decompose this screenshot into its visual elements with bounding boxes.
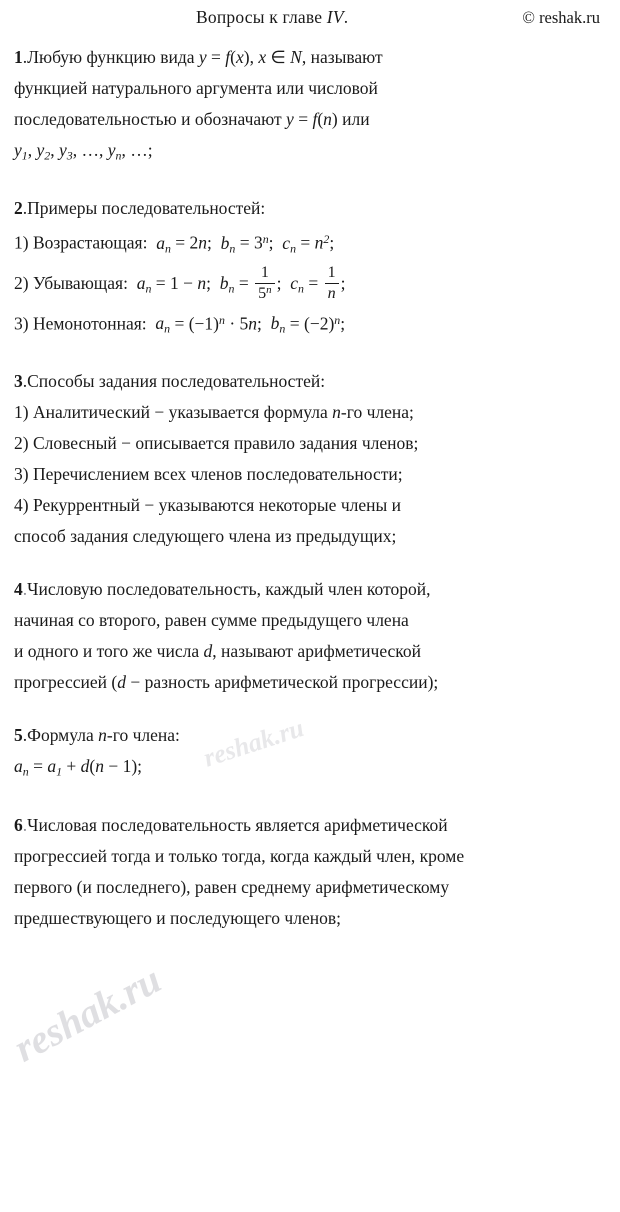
item-3-line-6: способ задания следующего члена из предыдущих; xyxy=(14,526,397,547)
item-3-line-4: 3) Перечислением всех членов последовательности; xyxy=(14,464,403,485)
item-3-text-b: 1) Аналитический − указывается формула xyxy=(14,402,333,423)
item-3-dot: . xyxy=(22,371,28,392)
watermark-small: reshak.ru xyxy=(200,713,308,773)
item-3-text-c: -го члена; xyxy=(340,402,414,423)
item-6-line-2: прогрессией тогда и только тогда, когда каждый член, кроме xyxy=(14,845,465,866)
item-4-text-d: прогрессией ( xyxy=(14,672,118,693)
document-body xyxy=(0,42,620,934)
item-4-sym-d-2: d xyxy=(117,672,126,693)
item-4-text-e: − разность арифметической прогрессии); xyxy=(125,672,439,693)
item-1-dot: . xyxy=(22,47,28,67)
question-item-1 xyxy=(14,42,606,171)
item-4-line-1 xyxy=(14,574,606,605)
question-item-5 xyxy=(14,720,606,787)
item-3-line-5: 4) Рекуррентный − указываются некоторые члены и xyxy=(14,495,401,516)
item-6-line-1 xyxy=(14,810,606,841)
item-4-line-4 xyxy=(14,667,606,698)
item-1-text-b: , называют xyxy=(301,47,383,67)
item-6-text-a: Числовая последовательность является арифметической xyxy=(27,814,448,835)
item-4-number: 4 xyxy=(14,579,23,600)
page-title-text: Вопросы к главе xyxy=(196,7,327,27)
item-1-text-d: или xyxy=(337,109,370,129)
item-2-number: 2 xyxy=(14,198,23,219)
item-2-line-1 xyxy=(14,193,606,224)
item-3-text-a: Способы задания последовательностей: xyxy=(27,371,326,392)
item-1-line-3: последовательностью и обозначают y = f(n) или xyxy=(14,109,370,129)
item-5-line-1 xyxy=(14,720,606,751)
item-3-number: 3 xyxy=(14,371,23,392)
item-5-sym-n: n xyxy=(98,725,107,746)
page-title-chapter: IV xyxy=(326,7,344,27)
item-4-sym-d-1: d xyxy=(203,641,213,662)
item-1-line-4: $y_1$, $y_2$, $y_3$, …, $y_n$, …; xyxy=(14,140,153,163)
page-header xyxy=(0,0,620,28)
item-1-line-2: функцией натурального аргумента или числовой xyxy=(14,78,378,98)
item-2-label-2: 2) Убывающая: xyxy=(14,273,128,294)
item-6-dot: . xyxy=(22,814,28,835)
item-4-line-2: начиная со второго, равен сумме предыдущего члена xyxy=(14,610,409,631)
site-watermark-label: © reshak.ru xyxy=(522,8,600,27)
item-2-label-1: 1) Возрастающая: xyxy=(14,232,148,253)
item-1-text-a: Любую функцию вида xyxy=(27,47,199,67)
item-6-number: 6 xyxy=(14,814,23,835)
item-3-sym-n: n xyxy=(332,402,341,423)
item-2-dot: . xyxy=(22,198,28,219)
item-1-line-1: 1.Любую функцию вида y = f(x), x ∈ N, называют xyxy=(14,47,383,67)
item-1-text-c: последовательностью и обозначают xyxy=(14,109,287,129)
item-5-line-2: $a_n = a_1 + d(n - 1)$; xyxy=(14,756,143,779)
question-item-2 xyxy=(14,193,606,344)
item-6-line-4: предшествующего и последующего членов; xyxy=(14,907,341,928)
item-6-line-3: первого (и последнего), равен среднему арифметическому xyxy=(14,876,450,897)
item-3-line-3: 2) Словесный − описывается правило задания членов; xyxy=(14,433,419,454)
question-item-3 xyxy=(14,366,606,552)
item-3-line-1 xyxy=(14,366,606,397)
item-5-text-b: -го члена: xyxy=(106,725,180,746)
item-2-text-a: Примеры последовательностей: xyxy=(27,198,266,219)
item-5-number: 5 xyxy=(14,725,23,746)
question-item-6 xyxy=(14,810,606,934)
page-title-dot: . xyxy=(343,7,349,27)
page-title xyxy=(196,7,348,28)
item-4-text-b: и одного и того же числа xyxy=(14,641,204,662)
item-3-line-2 xyxy=(14,397,606,428)
item-4-dot: . xyxy=(22,579,28,600)
item-4-text-c: , называют арифметической xyxy=(212,641,422,662)
item-2-line-2: 1) Возрастающая: $a_n = 2n$; $b_n = 3^n$; $c_n = n^2$; xyxy=(14,232,335,256)
item-4-line-3 xyxy=(14,636,606,667)
item-2-label-3: 3) Немонотонная: xyxy=(14,312,147,333)
watermark-large: reshak.ru xyxy=(6,956,168,1071)
item-2-line-3: 2) Убывающая: $a_n = 1 - n$; $b_n$ = $\frac{1}{5^n}$ ; $c_n$ = $\frac{1}{n}$ ; xyxy=(14,264,346,302)
item-5-dot: . xyxy=(22,725,28,746)
item-2-line-4: 3) Немонотонная: $a_n = (-1)^n \cdot 5n$; $b_n = (-2)^n$; xyxy=(14,312,346,336)
item-1-number: 1 xyxy=(14,47,23,67)
item-5-text-a: Формула xyxy=(27,725,99,746)
question-item-4 xyxy=(14,574,606,698)
item-4-text-a: Числовую последовательность, каждый член которой, xyxy=(27,579,431,600)
